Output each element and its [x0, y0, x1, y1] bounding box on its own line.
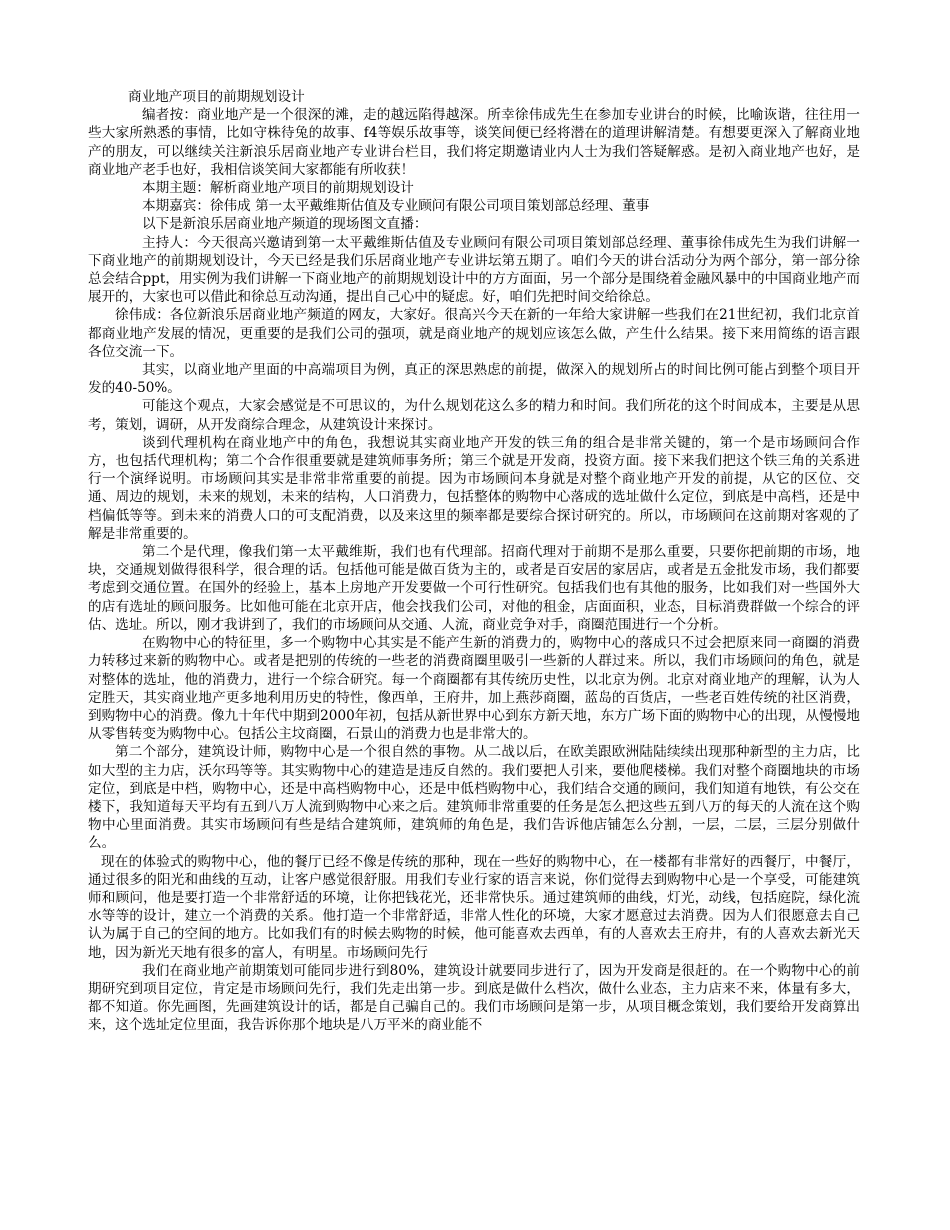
- editor-note-paragraph: 编者按：商业地产是一个很深的滩，走的越远陷得越深。所幸徐伟成先生在参加专业讲台的时候，比喻诙谐，往往用一些大家所熟悉的事情，比如守株待兔的故事、f4等娱乐故事等，谈笑间便已经将潜在的道理讲解清楚。有想要更深入了解商业地产的朋友，可以继续关注新浪乐居商业地产专业讲台栏目，我们将定期邀请业内人士为我们答疑解惑。是初入商业地产也好，是商业地产老手也好，我相信谈笑间大家都能有所收获！: [88, 107, 860, 178]
- host-paragraph: 主持人：今天很高兴邀请到第一太平戴维斯估值及专业顾问有限公司项目策划部总经理、董事徐伟成先生为我们讲解一下商业地产的前期规划设计，今天已经是我们乐居商业地产专业讲坛第五期了。咱们今天的讲台活动分为两个部分，第一部分徐总会结合ppt，用实例为我们讲解一下商业地产的前期规划设计中的方方面面，另一个部分是围绕着金融风暴中的中国商业地产而展开的，大家也可以借此和徐总互动沟通，提出自己心中的疑虑。好，咱们先把时间交给徐总。: [88, 234, 860, 306]
- body-paragraph: 第二个部分，建筑设计师，购物中心是一个很自然的事物。从二战以后，在欧美跟欧洲陆陆续续出现那种新型的主力店，比如大型的主力店，沃尔玛等等。其实购物中心的建造是违反自然的。我们要把人引来，要他爬楼梯。我们对整个商圈地块的市场定位，到底是中档，购物中心，还是中高档购物中心，还是中低档购物中心，我们结合交通的顾问，我们知道有地铁，有公交在楼下，我知道每天平均有五到八万人流到购物中心来之后。建筑师非常重要的任务是怎么把这些五到八万的每天的人流在这个购物中心里面消费。其实市场顾问有些是结合建筑师，建筑师的角色是，我们告诉他店铺怎么分割，一层，二层，三层分别做什么。: [88, 744, 860, 852]
- body-paragraph: 第二个是代理，像我们第一太平戴维斯，我们也有代理部。招商代理对于前期不是那么重要，只要你把前期的市场，地块，交通规划做得很科学，很合理的话。包括他可能是做百货为主的，或者是百安居的家居店，或者是五金批发市场，我们都要考虑到交通位置。在国外的经验上，基本上房地产开发要做一个可行性研究。包括我们也有其他的服务，比如我们对一些国外大的店有选址的顾问服务。比如他可能在北京开店，他会找我们公司，对他的租金，店面面积，业态，目标消费群做一个综合的评估、选址。所以，刚才我讲到了，我们的市场顾问从交通、人流，商业竞争对手，商圈范围进行一个分析。: [88, 544, 860, 633]
- body-paragraph: 谈到代理机构在商业地产中的角色，我想说其实商业地产开发的铁三角的组合是非常关键的，第一个是市场顾问合作方，也包括代理机构；第二个合作很重要就是建筑师事务所；第三个就是开发商，投资方面。接下来我们把这个铁三角的关系进行一个演绎说明。市场顾问其实是非常非常重要的前提。因为市场顾问本身就是对整个商业地产开发的前提，从它的区位、交通、周边的规划，未来的规划，未来的结构，人口消费力，包括整体的购物中心落成的选址做什么定位，到底是中高档，还是中档偏低等等。到未来的消费人口的可支配消费，以及来这里的频率都是要综合探讨研究的。所以，市场顾问在这前期对客观的了解是非常重要的。: [88, 434, 860, 542]
- body-paragraph: 在购物中心的特征里，多一个购物中心其实是不能产生新的消费力的，购物中心的落成只不过会把原来同一商圈的消费力转移过来新的购物中心。或者是把别的传统的一些老的消费商圈里吸引一些新的人群过来。所以，我们市场顾问的角色，就是对整体的选址，他的消费力，进行一个综合研究。每一个商圈都有其传统历史性，以北京为例。北京对商业地产的理解，认为人定胜天，其实商业地产更多地利用历史的特性，像西单，王府井，加上燕莎商圈，蓝岛的百货店，一些老百姓传统的社区消费，到购物中心的消费。像九十年代中期到2000年初，包括从新世界中心到东方新天地，东方广场下面的购物中心的出现，从慢慢地从零售转变为购物中心。包括公主坟商圈，石景山的消费力也是非常大的。: [88, 635, 860, 743]
- body-paragraph: 现在的体验式的购物中心，他的餐厅已经不像是传统的那种，现在一些好的购物中心，在一楼都有非常好的西餐厅，中餐厅，通过很多的阳光和曲线的互动，让客户感觉很舒服。用我们专业行家的语言来说，你们觉得去到购物中心是一个享受，可能建筑师和顾问，他是要打造一个非常舒适的环境，让你把钱花光，还非常快乐。通过建筑师的曲线，灯光，动线，包括庭院，绿化流水等等的设计，建立一个消费的关系。他打造一个非常舒适，非常人性化的环境，大家才愿意过去消费。因为人们很愿意去自己认为属于自己的空间的地方。比如我们有的时候去购物的时候，他可能喜欢去西单，有的人喜欢去王府井，有的人喜欢去新光天地，因为新光天地有很多的富人，有明星。市场顾问先行: [88, 853, 860, 961]
- document-body: [88, 88, 860, 1035]
- guest-line: 本期嘉宾：徐伟成 第一太平戴维斯估值及专业顾问有限公司项目策划部总经理、董事: [142, 198, 650, 215]
- speaker-opening-paragraph: 徐伟成：各位新浪乐居商业地产频道的网友，大家好。很高兴今天在新的一年给大家讲解一些我们在21世纪初，我们北京首都商业地产发展的情况，更重要的是我们公司的强项，就是商业地产的规划应该怎么做，产生什么结果。接下来用简练的语言跟各位交流一下。: [88, 307, 860, 360]
- body-paragraph: 我们在商业地产前期策划可能同步进行到80%，建筑设计就要同步进行了，因为开发商是很赶的。在一个购物中心的前期研究到项目定位，肯定是市场顾问先行，我们先走出第一步。到底是做什么档次，做什么业态，主力店来不来，体量有多大，都不知道。你先画图，先画建筑设计的话，都是自己骗自己的。我们市场顾问是第一步，从项目概念策划，我们要给开发商算出来，这个选址定位里面，我告诉你那个地块是八万平米的商业能不: [88, 962, 860, 1034]
- topic-line: 本期主题：解析商业地产项目的前期规划设计: [142, 180, 414, 197]
- intro-line: 以下是新浪乐居商业地产频道的现场图文直播：: [142, 216, 428, 233]
- document-title: 商业地产项目的前期规划设计: [128, 89, 305, 105]
- body-paragraph: 可能这个观点，大家会感觉是不可思议的，为什么规划花这么多的精力和时间。我们所花的这个时间成本，主要是从思考，策划，调研，从开发商综合理念，从建筑设计来探讨。: [88, 398, 860, 433]
- body-paragraph: 其实，以商业地产里面的中高端项目为例，真正的深思熟虑的前提，做深入的规划所占的时间比例可能占到整个项目开发的40-50%。: [88, 362, 860, 397]
